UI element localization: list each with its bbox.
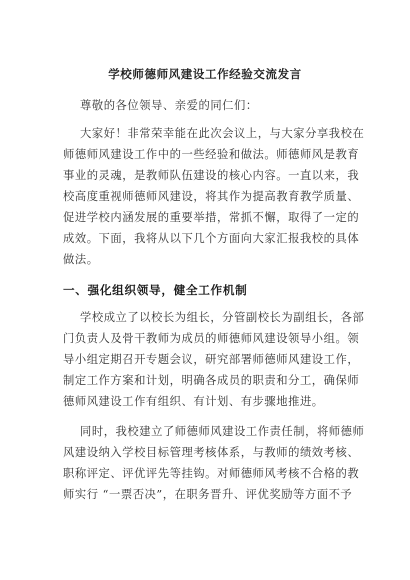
paragraph3-line: 同时，我校建立了师德师风建设工作责任制，将师德师 (80, 425, 365, 438)
paragraph2-line: 制定工作方案和计划，明确各成员的职责和分工，确保师 (63, 374, 360, 387)
paragraph1-line: 成效。下面，我将从以下几个方面向大家汇报我校的具体 (63, 232, 360, 245)
paragraph2-line: 导小组定期召开专题会议，研究部署师德师风建设工作， (63, 353, 360, 366)
paragraph2-line: 德师风建设工作有组织、有计划、有步骤地推进。 (63, 395, 324, 408)
paragraph1-line: 做法。 (63, 253, 99, 266)
paragraph2-line: 学校成立了以校长为组长，分管副校长为副组长，各部 (80, 311, 365, 324)
section-heading: 一、强化组织领导，健全工作机制 (63, 283, 248, 297)
paragraph3-line: 风建设纳入学校目标管理考核体系，与教师的绩效考核、 (63, 446, 360, 459)
paragraph2-line: 门负责人及骨干教师为成员的师德师风建设领导小组。领 (63, 332, 360, 345)
paragraph1-line: 师德师风建设工作中的一些经验和做法。师德师风是教育 (63, 148, 360, 161)
paragraph1-line: 促进学校内涵发展的重要举措，常抓不懈，取得了一定的 (63, 211, 360, 224)
paragraph1-line: 校高度重视师德师风建设，将其作为提高教育教学质量、 (63, 190, 360, 203)
paragraph3-line: 职称评定、评优评先等挂钩。对师德师风考核不合格的教 (63, 467, 360, 480)
salutation: 尊敬的各位领导、亲爱的同仁们： (80, 99, 258, 112)
document-title: 学校师德师风建设工作经验交流发言 (108, 67, 302, 81)
paragraph1-line: 大家好！非常荣幸能在此次会议上，与大家分享我校在 (80, 127, 365, 140)
paragraph1-line: 事业的灵魂，是教师队伍建设的核心内容。一直以来，我 (63, 169, 360, 182)
paragraph3-line: 师实行 “一票否决”，在职务晋升、评优奖励等方面不予 (63, 488, 353, 501)
